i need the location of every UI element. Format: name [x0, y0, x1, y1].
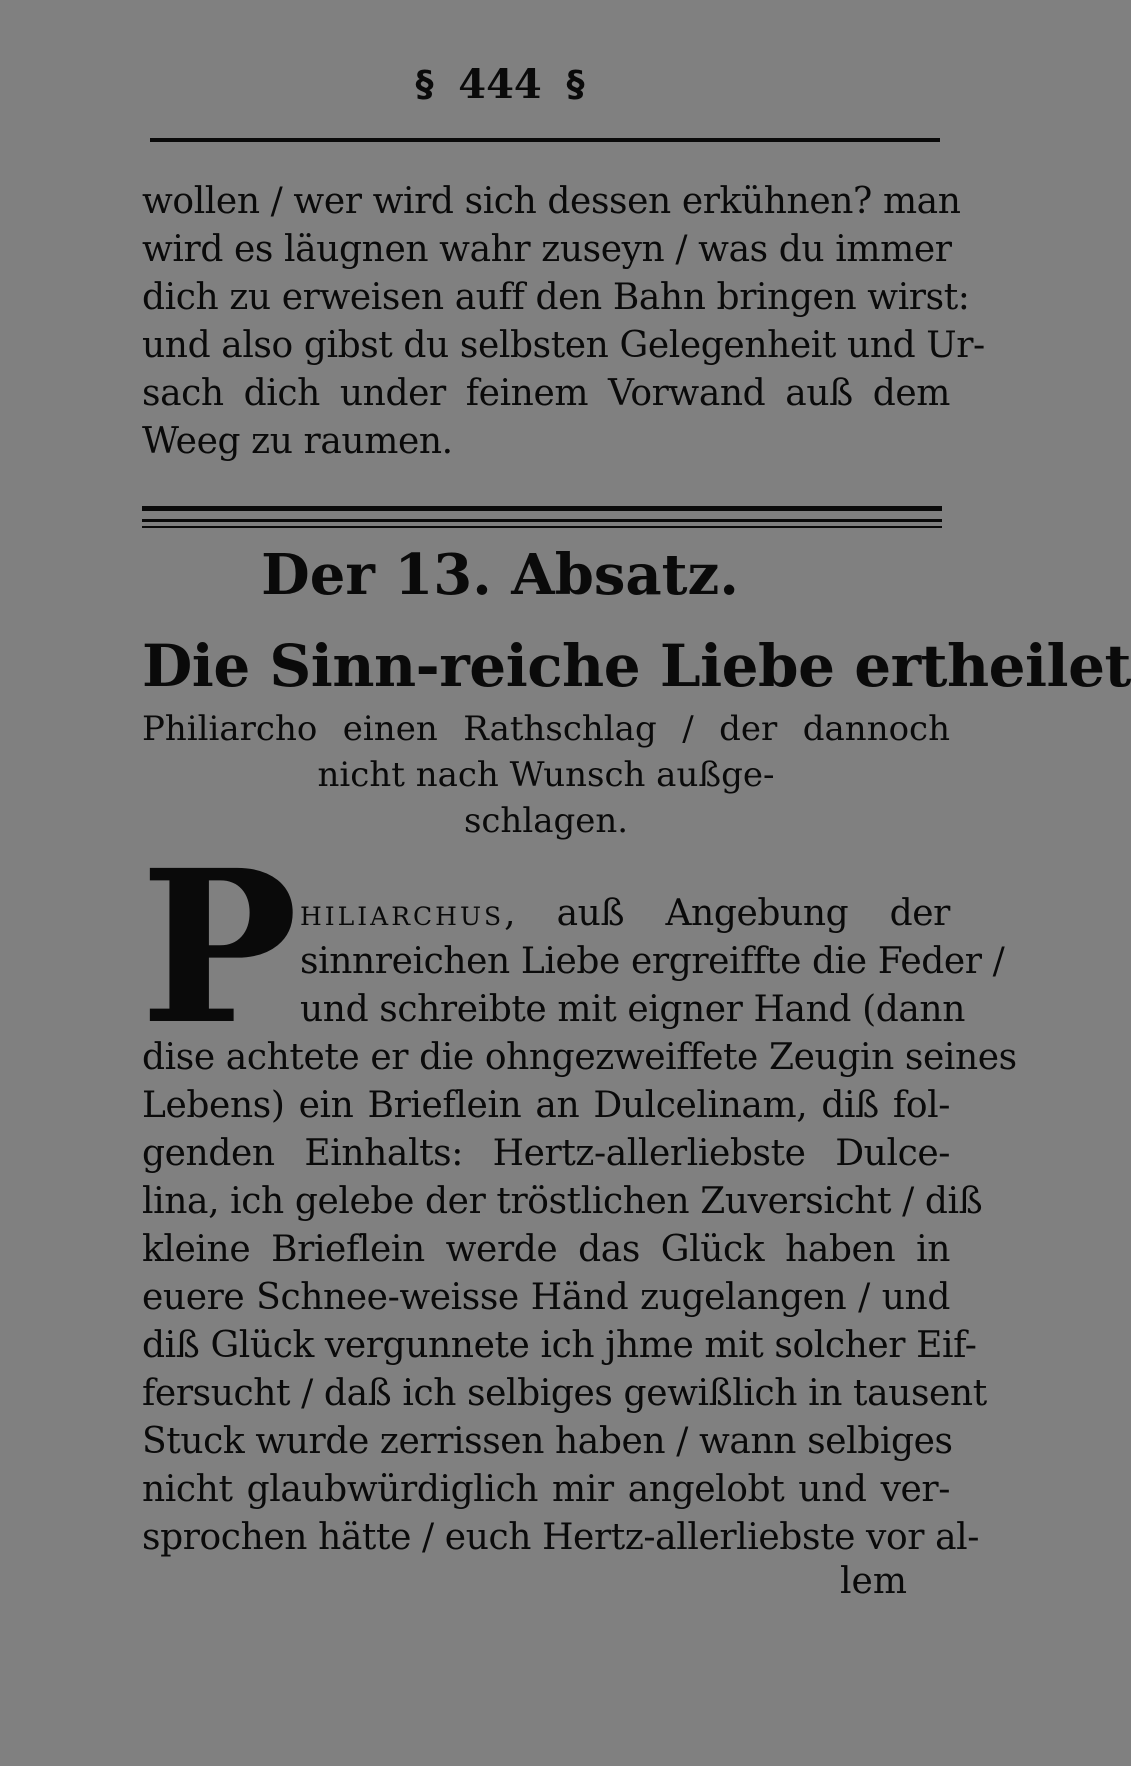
section-divider-hairline: [142, 526, 942, 528]
ornament-right-icon: §: [566, 64, 585, 105]
text-line: Stuck wurde zerrissen haben / wann selbiges: [142, 1421, 953, 1462]
ornament-left-icon: §: [415, 64, 434, 105]
subtitle-line: Philiarcho einen Rathschlag / der dannoch: [142, 709, 950, 749]
text-line: sinnreichen Liebe ergreiffte die Feder /: [300, 941, 1005, 982]
chapter-title: Die Sinn-reiche Liebe ertheilet: [142, 632, 1131, 700]
text-line: [300, 890, 950, 938]
drop-cap: P: [140, 824, 298, 1071]
header-rule: [150, 138, 940, 142]
text-line: fersucht / daß ich selbiges gewißlich in tausent: [142, 1373, 987, 1414]
text-line: euere Schnee-weisse Händ zugelangen / und: [142, 1277, 950, 1318]
text-line: sach dich under feinem Vorwand auß dem: [142, 373, 950, 414]
section-number-heading: Der 13. Absatz.: [261, 542, 739, 608]
text-line: diß Glück vergunnete ich jhme mit solcher Eif-: [142, 1325, 977, 1366]
catchword: lem: [840, 1561, 907, 1602]
text-line: nicht glaubwürdiglich mir angelobt und ver-: [142, 1469, 950, 1510]
text-line: wird es läugnen wahr zuseyn / was du immer: [142, 229, 952, 270]
text-line: wollen / wer wird sich dessen erkühnen? man: [142, 181, 961, 222]
subtitle-line: schlagen.: [463, 801, 629, 841]
paragraph-indented-lines: [300, 890, 1005, 1034]
page-number: 444: [458, 61, 542, 108]
text-line: und schreibte mit eigner Hand (dann: [300, 989, 965, 1030]
paragraph-continued: [142, 178, 985, 466]
name-smallcaps: hiliarchus: [300, 893, 505, 934]
text-line: Weeg zu raumen.: [142, 421, 453, 462]
text-line: lina, ich gelebe der tröstlichen Zuversicht / diß: [142, 1181, 983, 1222]
subtitle-line: nicht nach Wunsch außge-: [317, 755, 775, 795]
text-line: kleine Brieflein werde das Glück haben in: [142, 1229, 950, 1270]
text-line: und also gibst du selbsten Gelegenheit und Ur-: [142, 325, 985, 366]
text-line: genden Einhalts: Hertz-allerliebste Dulce-: [142, 1133, 950, 1174]
text-line: dich zu erweisen auff den Bahn bringen wirst:: [142, 277, 970, 318]
text-span: , auß Angebung der: [504, 893, 950, 934]
text-line: Lebens) ein Brieflein an Dulcelinam, diß fol-: [142, 1085, 950, 1126]
text-line: dise achtete er die ohngezweiffete Zeugin seines: [142, 1037, 1017, 1078]
section-divider-thick: [142, 506, 942, 511]
text-line: sprochen hätte / euch Hertz-allerliebste vor al-: [142, 1517, 980, 1558]
paragraph-body: [142, 1034, 1017, 1562]
section-divider-thin: [142, 519, 942, 522]
page-header: [0, 58, 1000, 109]
